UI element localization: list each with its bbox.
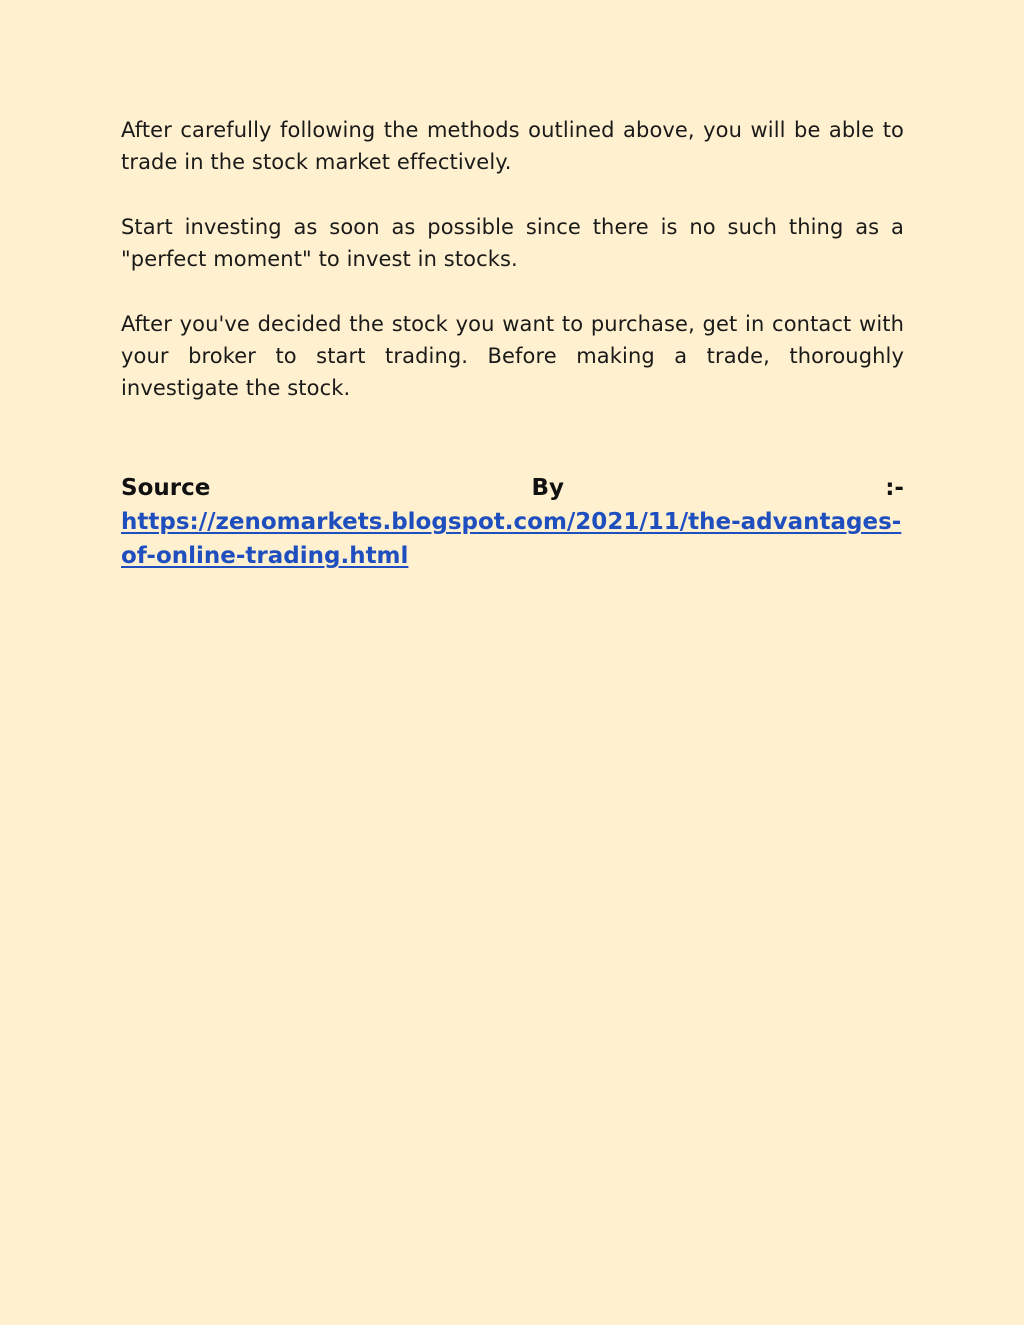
paragraph-start-investing: Start investing as soon as possible since there is no such thing as a "perfect moment" to invest in stocks. — [121, 215, 904, 271]
source-by-label: By — [531, 475, 565, 501]
source-link[interactable]: https://zenomarkets.blogspot.com/2021/11/the-advantages-of-online-trading.html — [121, 509, 902, 569]
paragraph-methods: After carefully following the methods outlined above, you will be able to trade in the stock market effectively. — [121, 118, 904, 174]
paragraph-broker: After you've decided the stock you want to purchase, get in contact with your broker to start trading. Before making a trade, thoroughly investigate the stock. — [121, 312, 904, 400]
source-label: Source — [121, 475, 211, 501]
source-block — [121, 471, 904, 573]
source-line — [121, 471, 904, 505]
document-page — [121, 114, 904, 573]
source-separator: :- — [885, 475, 904, 501]
